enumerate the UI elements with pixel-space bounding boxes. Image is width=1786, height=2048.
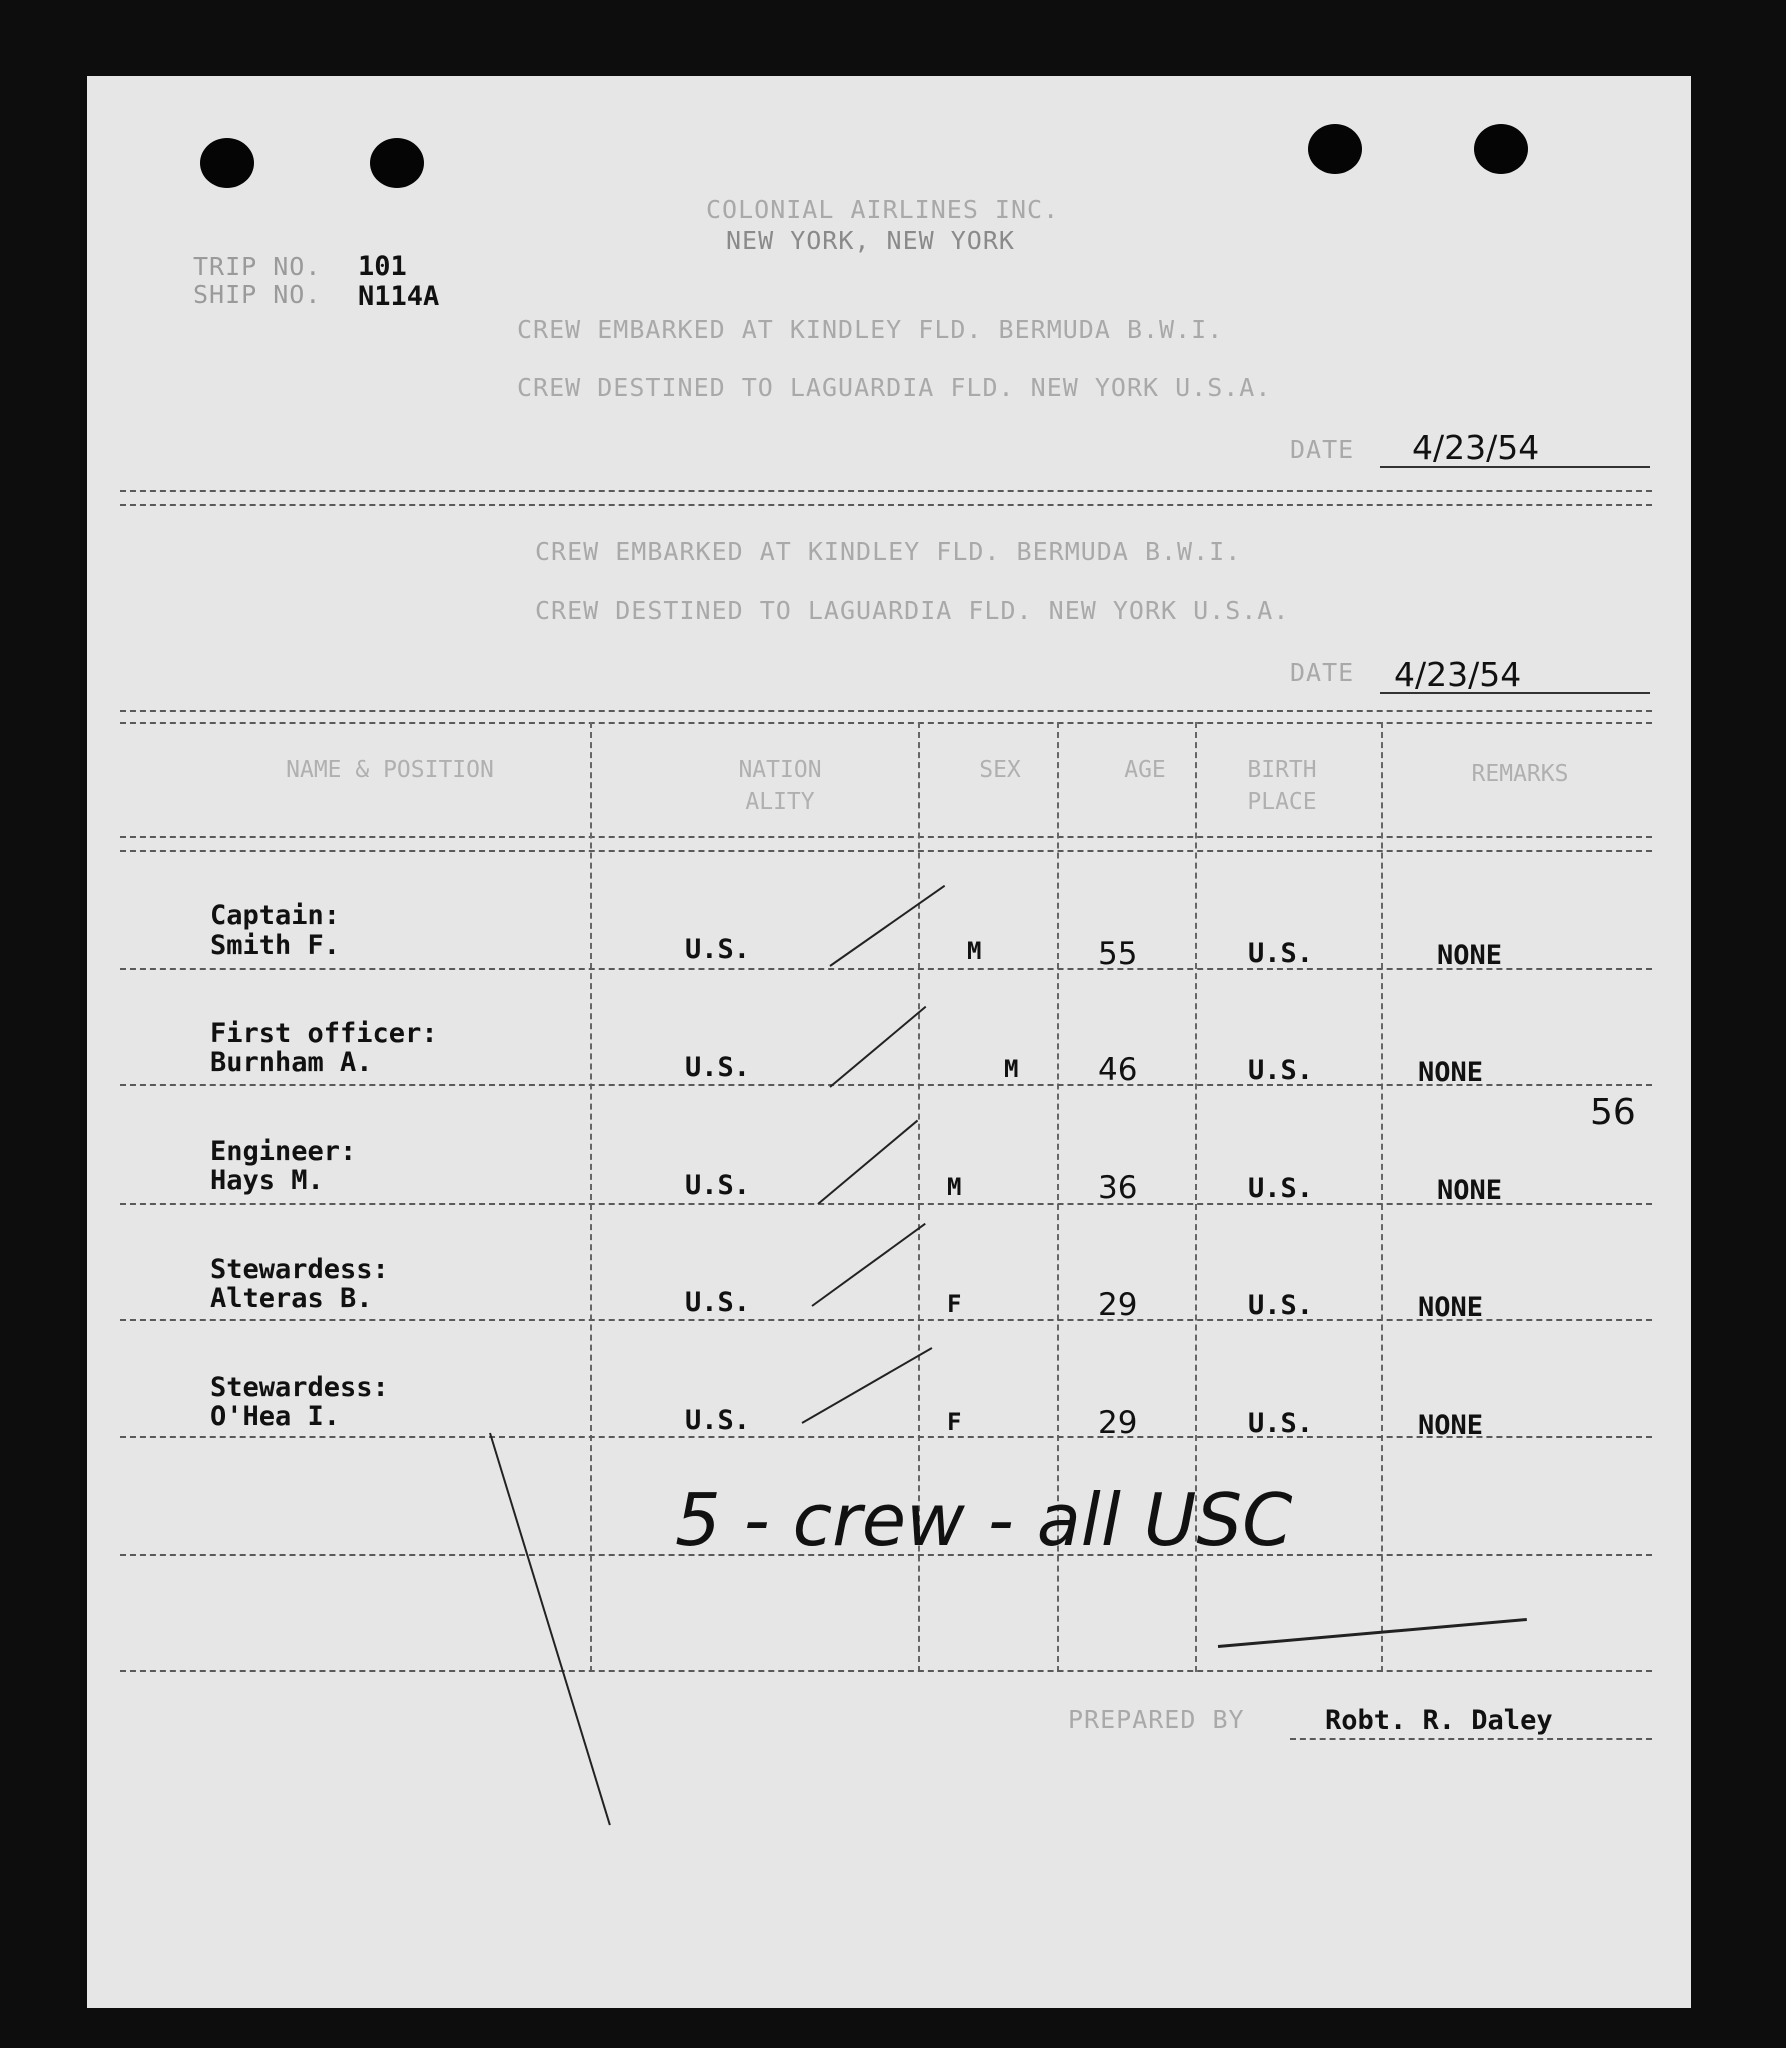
crew-remarks: NONE [1437,1175,1503,1206]
punch-hole-3 [1308,124,1362,174]
crew-birthplace: U.S. [1248,1408,1314,1439]
crew-age: 29 [1098,1287,1138,1323]
punch-hole-1 [200,138,254,188]
trip-label: TRIP NO. [193,252,322,281]
crew-sex: M [1004,1055,1019,1083]
col-header-remarks: REMARKS [1471,761,1569,787]
col-header-name: NAME & POSITION [286,757,494,783]
crew-age: 55 [1098,936,1138,972]
crew-nationality: U.S. [685,934,751,965]
crew-sex: F [947,1290,962,1318]
crew-birthplace: U.S. [1248,938,1314,969]
crew-position: First officer: [210,1018,438,1049]
divider-2 [120,504,1652,506]
divider-1 [120,490,1652,492]
punch-hole-2 [370,138,424,188]
crew-name: Hays M. [210,1165,324,1196]
crew-nationality: U.S. [685,1052,751,1083]
ship-label: SHIP NO. [193,280,322,309]
crew-destined-line-2: CREW DESTINED TO LAGUARDIA FLD. NEW YORK U.S.A. [535,596,1290,625]
crew-age: 36 [1098,1170,1138,1206]
table-col-line-1 [590,722,592,1672]
date-label-1: DATE [1290,435,1355,464]
date-underline-2 [1380,692,1650,694]
date-value-1: 4/23/54 [1412,428,1540,467]
company-city: NEW YORK, NEW YORK [726,226,1015,255]
col-header-sex: SEX [979,757,1021,783]
crew-position: Stewardess: [210,1254,389,1285]
crew-remarks: NONE [1418,1057,1484,1088]
crew-nationality: U.S. [685,1170,751,1201]
table-header-rule-1 [120,836,1652,838]
crew-position: Stewardess: [210,1372,389,1403]
handwritten-crew-note: 5 - crew - all USC [675,1478,1293,1562]
divider-4 [120,722,1652,724]
crew-position: Captain: [210,900,341,931]
crew-name: Smith F. [210,930,341,961]
row-rule-7 [120,1670,1652,1672]
crew-sex: M [967,937,982,965]
crew-age: 29 [1098,1405,1138,1441]
footer-rule [1290,1738,1652,1740]
crew-name: Alteras B. [210,1283,373,1314]
date-underline-1 [1380,466,1650,468]
crew-age: 46 [1098,1052,1138,1088]
crew-nationality: U.S. [685,1405,751,1436]
crew-sex: F [947,1408,962,1436]
prepared-by-label: PREPARED BY [1068,1705,1245,1734]
col-header-nationality: NATION ALITY [738,757,822,815]
punch-hole-4 [1474,124,1528,174]
trip-number: 101 [358,251,407,282]
crew-embarked-line-2: CREW EMBARKED AT KINDLEY FLD. BERMUDA B.W.I. [535,537,1242,566]
table-header-rule-2 [120,850,1652,852]
crew-remarks: NONE [1437,940,1503,971]
crew-sex: M [947,1173,962,1201]
crew-birthplace: U.S. [1248,1290,1314,1321]
ship-number: N114A [358,281,440,312]
company-name: COLONIAL AIRLINES INC. [706,195,1060,224]
crew-remarks: NONE [1418,1410,1484,1441]
table-col-line-5 [1381,722,1383,1672]
row-rule-3 [120,1203,1652,1205]
margin-page-number: 56 [1590,1092,1636,1133]
crew-destined-line-1: CREW DESTINED TO LAGUARDIA FLD. NEW YORK U.S.A. [517,373,1272,402]
date-value-2: 4/23/54 [1394,655,1522,694]
row-rule-1 [120,968,1652,970]
crew-name: O'Hea I. [210,1401,341,1432]
crew-birthplace: U.S. [1248,1173,1314,1204]
col-header-birthplace: BIRTH PLACE [1247,757,1317,815]
divider-3 [120,710,1652,712]
crew-name: Burnham A. [210,1047,373,1078]
crew-remarks: NONE [1418,1292,1484,1323]
crew-embarked-line-1: CREW EMBARKED AT KINDLEY FLD. BERMUDA B.W.I. [517,315,1224,344]
crew-nationality: U.S. [685,1287,751,1318]
col-header-age: AGE [1124,757,1166,783]
crew-birthplace: U.S. [1248,1055,1314,1086]
date-label-2: DATE [1290,658,1355,687]
crew-position: Engineer: [210,1136,357,1167]
prepared-by-value: Robt. R. Daley [1325,1705,1553,1736]
